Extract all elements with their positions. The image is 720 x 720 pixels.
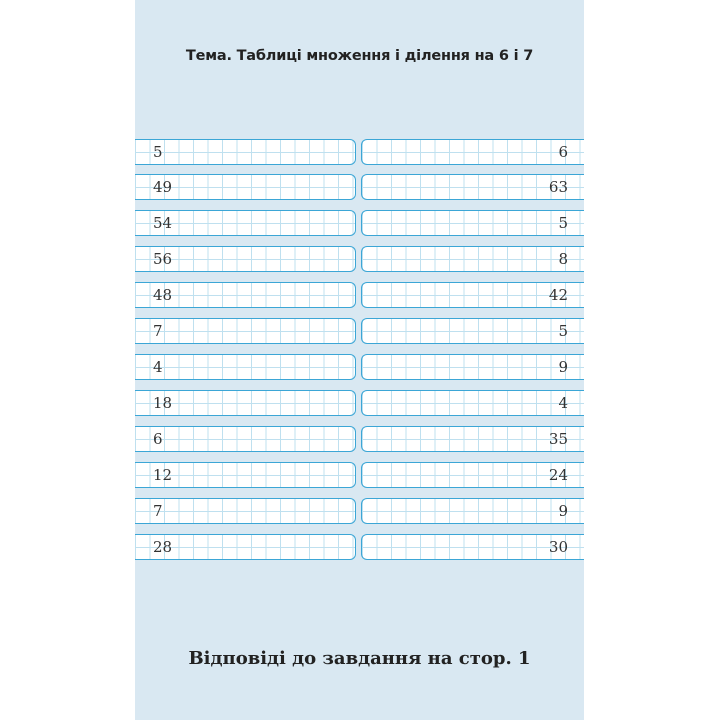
footer-caption: Відповіді до завдання на стор. 1 bbox=[188, 648, 531, 669]
answer-row-left bbox=[135, 462, 356, 488]
answer-value: 12 bbox=[153, 466, 173, 484]
answer-value: 7 bbox=[153, 322, 163, 340]
answer-value: 30 bbox=[548, 538, 568, 556]
answer-row-right bbox=[361, 354, 584, 380]
answer-value: 9 bbox=[558, 358, 568, 376]
answer-value: 54 bbox=[153, 214, 173, 232]
answer-row-left bbox=[135, 210, 356, 236]
answer-row-left bbox=[135, 282, 356, 308]
answer-value: 4 bbox=[558, 394, 568, 412]
answer-row-right bbox=[361, 210, 584, 236]
answer-row-right bbox=[361, 139, 584, 165]
answer-row-left bbox=[135, 246, 356, 272]
answer-row-left bbox=[135, 390, 356, 416]
answer-row-left bbox=[135, 426, 356, 452]
answer-value: 9 bbox=[558, 502, 568, 520]
answer-row-left bbox=[135, 174, 356, 200]
answer-row-right bbox=[361, 426, 584, 452]
answer-value: 56 bbox=[153, 250, 173, 268]
answer-value: 42 bbox=[548, 286, 568, 304]
answer-row-right bbox=[361, 282, 584, 308]
answer-value: 5 bbox=[558, 322, 568, 340]
answer-row-right bbox=[361, 534, 584, 560]
answer-row-left bbox=[135, 318, 356, 344]
page-title: Тема. Таблиці множення і ділення на 6 і 7 bbox=[185, 48, 534, 64]
answer-row-right bbox=[361, 390, 584, 416]
answer-value: 4 bbox=[153, 358, 163, 376]
answer-row-left bbox=[135, 139, 356, 165]
answer-value: 28 bbox=[153, 538, 173, 556]
answer-row-left bbox=[135, 534, 356, 560]
answer-value: 63 bbox=[548, 178, 568, 196]
answer-value: 6 bbox=[153, 430, 163, 448]
answer-row-right bbox=[361, 174, 584, 200]
answer-value: 5 bbox=[153, 143, 163, 161]
answer-row-right bbox=[361, 318, 584, 344]
answer-value: 48 bbox=[153, 286, 173, 304]
answer-value: 49 bbox=[153, 178, 173, 196]
answer-value: 7 bbox=[153, 502, 163, 520]
answer-row-left bbox=[135, 354, 356, 380]
answer-value: 24 bbox=[548, 466, 568, 484]
answer-value: 8 bbox=[558, 250, 568, 268]
answer-row-left bbox=[135, 498, 356, 524]
answer-value: 6 bbox=[558, 143, 568, 161]
answer-value: 35 bbox=[548, 430, 568, 448]
answer-value: 5 bbox=[558, 214, 568, 232]
answer-row-right bbox=[361, 462, 584, 488]
answer-row-right bbox=[361, 498, 584, 524]
answer-value: 18 bbox=[153, 394, 173, 412]
answer-row-right bbox=[361, 246, 584, 272]
